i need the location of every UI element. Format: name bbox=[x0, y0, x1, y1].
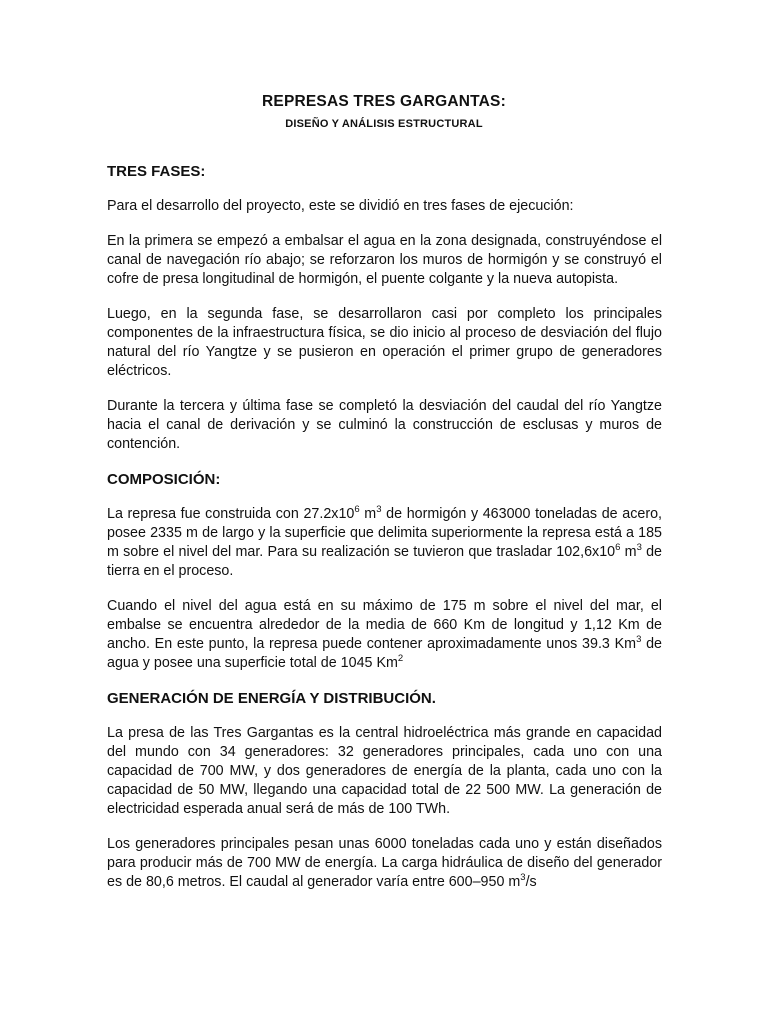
paragraph-primera-fase: En la primera se empezó a embalsar el agua en la zona designada, construyéndose el canal de navegación río abajo; se reforzaron los muros de hormigón y se construyó el cofre de presa longitudinal de hormigón, el puente colgante y la nueva autopista. bbox=[107, 233, 662, 287]
section-heading-generacion: GENERACIÓN DE ENERGÍA Y DISTRIBUCIÓN. bbox=[107, 690, 436, 707]
superscript: 3 bbox=[636, 542, 642, 553]
text-run: La represa fue construida con 27.2x10 bbox=[107, 506, 355, 522]
superscript: 3 bbox=[636, 634, 642, 645]
paragraph-composicion-embalse bbox=[107, 597, 662, 673]
superscript: 2 bbox=[397, 653, 404, 664]
text-run: de hormigón y 463000 toneladas de acero, posee 2335 m de largo y la superficie que delimita superiormente la represa está a 185 m sobre el nivel del mar. Para su realización se tuvieron que trasladar 102,6x10 bbox=[107, 506, 663, 560]
superscript: 3 bbox=[376, 504, 382, 515]
text-run: de agua y posee una superficie total de 1045 Km bbox=[107, 636, 663, 671]
paragraph-generacion-generadores bbox=[107, 835, 662, 892]
document-body bbox=[107, 162, 662, 908]
paragraph-tercera-fase: Durante la tercera y última fase se completó la desviación del caudal del río Yangtze hacia el canal de derivación y se culminó la construcción de esclusas y muros de contención. bbox=[107, 398, 662, 452]
text-run: Cuando el nivel del agua está en su máximo de 175 m sobre el nivel del mar, el embalse se encuentra alrededor de la media de 660 Km de longitud y 1,12 Km de ancho. En este punto, la represa puede contener aproximadamente unos 39.3 Km bbox=[107, 598, 662, 652]
superscript: 6 bbox=[354, 504, 360, 515]
text-run: /s bbox=[525, 874, 537, 890]
document-subtitle: DISEÑO Y ANÁLISIS ESTRUCTURAL bbox=[285, 118, 483, 130]
paragraph-segunda-fase: Luego, en la segunda fase, se desarrollaron casi por completo los principales componentes de la infraestructura física, se dio inicio al proceso de desviación del flujo natural del río Yangtze y se pusieron en operación el primer grupo de generadores eléctricos. bbox=[107, 306, 662, 379]
superscript: 6 bbox=[615, 542, 621, 553]
text-run: m bbox=[359, 506, 377, 522]
document-title: REPRESAS TRES GARGANTAS: bbox=[262, 93, 506, 110]
text-run: Los generadores principales pesan unas 6000 toneladas cada uno y están diseñados para producir más de 700 MW de energía. La carga hidráulica de diseño del generador es de 80,6 metros. El caudal al generador varía entre 600–950 m bbox=[107, 836, 662, 890]
section-heading-tres-fases: TRES FASES: bbox=[107, 163, 206, 180]
superscript: 3 bbox=[520, 872, 526, 883]
paragraph-generacion-capacidad: La presa de las Tres Gargantas es la central hidroeléctrica más grande en capacidad del mundo con 34 generadores: 32 generadores principales, cada uno con una capacidad de 700 MW, y dos generadores de energía de la planta, cada uno con la capacidad de 50 MW, llegando una capacidad total de 22 500 MW. La generación de electricidad esperada anual será de más de 100 TWh. bbox=[107, 725, 662, 817]
paragraph-intro-fases: Para el desarrollo del proyecto, este se dividió en tres fases de ejecución: bbox=[107, 198, 574, 214]
section-heading-composicion: COMPOSICIÓN: bbox=[107, 471, 221, 488]
text-run: m bbox=[620, 544, 637, 560]
paragraph-composicion-materiales bbox=[107, 505, 662, 581]
text-run: de tierra en el proceso. bbox=[107, 544, 663, 579]
